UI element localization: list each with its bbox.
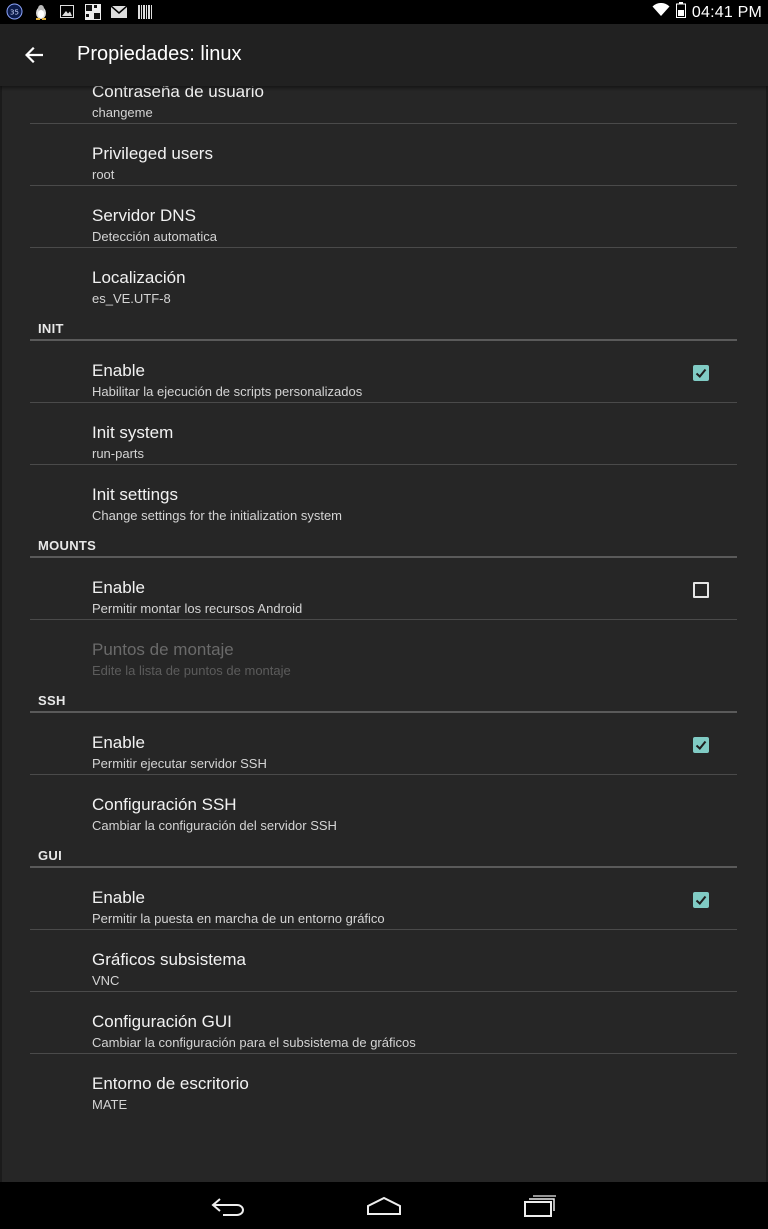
pref-summary: Cambiar la configuración para el subsistema de gráficos [92, 1035, 416, 1050]
section-header-label: GUI [38, 848, 63, 863]
pref-ssh-settings[interactable] [30, 775, 737, 837]
pref-title: Gráficos subsistema [92, 950, 246, 969]
pref-init-enable[interactable] [30, 341, 737, 403]
section-header-label: SSH [38, 693, 66, 708]
pref-mounts-enable[interactable] [30, 558, 737, 620]
image-icon [58, 3, 75, 20]
back-button[interactable] [14, 35, 54, 75]
pref-title: Enable [92, 578, 145, 597]
preferences-list[interactable] [0, 86, 768, 1182]
pref-summary: root [92, 167, 115, 182]
arrow-left-icon [25, 47, 43, 63]
pref-title: Localización [92, 268, 186, 287]
pref-privileged-users[interactable] [30, 124, 737, 186]
section-header-ssh [30, 682, 737, 713]
pref-title: Configuración SSH [92, 795, 237, 814]
mail-icon [110, 3, 127, 20]
checkmark-icon [694, 366, 708, 380]
status-bar [0, 0, 768, 24]
pref-summary: MATE [92, 1097, 128, 1112]
pref-summary: es_VE.UTF-8 [92, 291, 171, 306]
notification-count-icon [6, 3, 23, 20]
pref-title: Init system [92, 423, 174, 442]
pref-title: Enable [92, 888, 145, 907]
notification-icons [6, 3, 153, 20]
ssh-enable-checkbox[interactable] [693, 737, 709, 753]
gui-enable-checkbox[interactable] [693, 892, 709, 908]
pref-title: Enable [92, 361, 145, 380]
back-nav-icon [211, 1196, 245, 1216]
pref-title: Servidor DNS [92, 206, 196, 225]
pref-title: Init settings [92, 485, 178, 504]
pref-title: Enable [92, 733, 145, 752]
pref-dns-server[interactable] [30, 186, 737, 248]
pref-summary: Detección automatica [92, 229, 218, 244]
pref-title: Contraseña de usuario [92, 86, 265, 101]
pref-summary: Habilitar la ejecución de scripts personalizados [92, 384, 363, 399]
battery-icon [676, 2, 686, 23]
nav-home-button[interactable] [359, 1190, 409, 1222]
pref-summary: Change settings for the initialization system [92, 508, 343, 523]
pref-mount-points [30, 620, 737, 682]
pref-summary: VNC [92, 973, 120, 988]
wifi-icon [652, 3, 670, 22]
section-header-init [30, 310, 737, 341]
pref-summary: Permitir la puesta en marcha de un entorno gráfico [92, 911, 385, 926]
section-header-mounts [30, 527, 737, 558]
pref-summary: Edite la lista de puntos de montaje [92, 663, 291, 678]
mounts-enable-checkbox[interactable] [693, 582, 709, 598]
section-header-label: INIT [38, 321, 64, 336]
page-title: Propiedades: linux [77, 43, 242, 65]
pref-gui-settings[interactable] [30, 992, 737, 1054]
pref-ssh-enable[interactable] [30, 713, 737, 775]
recents-nav-icon [523, 1195, 557, 1217]
app-bar [0, 24, 768, 86]
qr-code-icon [84, 3, 101, 20]
pref-title: Privileged users [92, 144, 213, 163]
linux-tux-icon [32, 3, 49, 20]
nav-recents-button[interactable] [515, 1190, 565, 1222]
pref-summary: Permitir montar los recursos Android [92, 601, 303, 616]
system-status [652, 2, 762, 23]
pref-init-system[interactable] [30, 403, 737, 465]
pref-summary: run-parts [92, 446, 145, 461]
pref-user-password[interactable] [30, 86, 737, 124]
pref-summary: changeme [92, 105, 153, 120]
pref-title: Puntos de montaje [92, 640, 234, 659]
pref-localization[interactable] [30, 248, 737, 310]
init-enable-checkbox[interactable] [693, 365, 709, 381]
pref-title: Configuración GUI [92, 1012, 232, 1031]
checkmark-icon [694, 738, 708, 752]
pref-init-settings[interactable] [30, 465, 737, 527]
pref-desktop-environment[interactable] [30, 1054, 737, 1116]
section-header-label: MOUNTS [38, 538, 97, 553]
section-header-gui [30, 837, 737, 868]
home-nav-icon [366, 1196, 402, 1216]
nav-back-button[interactable] [203, 1190, 253, 1222]
pref-graphics-subsystem[interactable] [30, 930, 737, 992]
content-edge [0, 86, 2, 1182]
barcode-icon [136, 3, 153, 20]
preferences-scroll [0, 86, 768, 1116]
pref-title: Entorno de escritorio [92, 1074, 249, 1093]
clock: 04:41 PM [691, 3, 762, 21]
pref-gui-enable[interactable] [30, 868, 737, 930]
checkmark-icon [694, 893, 708, 907]
navigation-bar [0, 1182, 768, 1229]
notification-badge-text: 35 [10, 8, 19, 17]
pref-summary: Permitir ejecutar servidor SSH [92, 756, 267, 771]
pref-summary: Cambiar la configuración del servidor SSH [92, 818, 337, 833]
